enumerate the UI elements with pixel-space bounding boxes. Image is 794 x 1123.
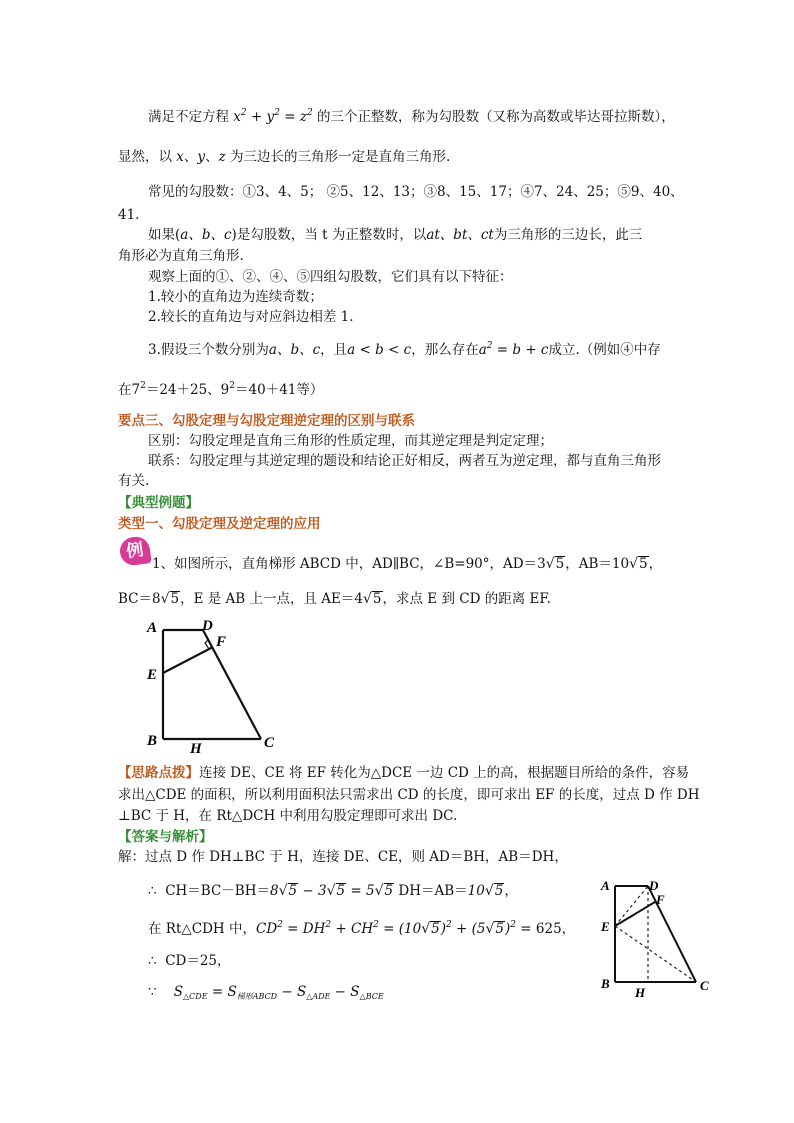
label-e: E xyxy=(601,919,610,934)
label-d: D xyxy=(202,618,213,634)
hint-line-3: ⊥BC 于 H，在 Rt△DCH 中利用勾股定理即可求出 DC. xyxy=(118,808,458,824)
hint-title: 【思路点拨】 xyxy=(118,765,199,781)
label-f: F xyxy=(656,892,665,907)
relation-text-cont: 有关. xyxy=(118,473,150,489)
figure-trapezoid xyxy=(140,612,290,754)
feature-1: 1.较小的直角边为连续奇数； xyxy=(148,289,323,305)
difference-text: 区别：勾股定理是直角三角形的性质定理，而其逆定理是判定定理； xyxy=(148,433,553,449)
relation-text: 联系：勾股定理与其逆定理的题设和结论正好相反，两者互为逆定理，都与直角三角形 xyxy=(148,453,661,469)
label-c: C xyxy=(264,735,275,751)
type-1-heading: 类型一、勾股定理及逆定理的应用 xyxy=(118,516,321,532)
label-d: D xyxy=(649,878,659,893)
scaling-rule-cont: 角形必为直角三角形. xyxy=(118,248,244,264)
solution-line-3: 在 Rt△CDH 中，$CD^2 = DH^2 + CH^2 = (10√5)^2 + (5√5)^2 = 625$， xyxy=(148,920,576,937)
label-a: A xyxy=(147,620,158,636)
scaling-rule: 如果(a、b、c)是勾股数，当 t 为正整数时，以at、bt、ct为三角形的三边长，此三 xyxy=(148,227,643,243)
observe-features: 观察上面的①、②、④、⑤四组勾股数，它们具有以下特征： xyxy=(148,269,513,285)
hint-line-1: 【思路点拨】连接 DE、CE 将 EF 转化为△DCE 一边 CD 上的高，根据题目所给的条件，容易 xyxy=(118,765,690,781)
answer-heading: 【答案与解析】 xyxy=(118,829,213,845)
feature-3-cont: 在$7^2=24+25$、$9^2=40+41$等） xyxy=(118,381,324,398)
segment-ef xyxy=(615,902,655,926)
label-h: H xyxy=(190,741,202,754)
figure-solution xyxy=(596,876,720,1000)
intro-definition: 满足不定方程 $x^2 + y^2 = z^2$ 的三个正整数，称为勾股数（又称为高数或毕达哥拉斯数）， xyxy=(148,108,675,125)
example-1-question-cont: BC＝8√5，E 是 AB 上一点，且 AE＝4√5，求点 E 到 CD 的距离 EF. xyxy=(118,591,551,607)
label-e: E xyxy=(147,667,158,683)
solution-line-4: ∴ CD＝25， xyxy=(148,953,231,969)
label-a: A xyxy=(601,878,610,893)
section-3-heading: 要点三、勾股定理与勾股定理逆定理的区别与联系 xyxy=(118,413,415,429)
feature-3: 3.假设三个数分别为a、b、c，且a < b < c，那么存在$a^2 = b + c$成立.（例如④中存 xyxy=(148,341,661,358)
example-1-question: 1、如图所示，直角梯形 ABCD 中，AD∥BC，∠B=90°，AD＝3√5，AB＝10√5， xyxy=(152,556,663,572)
segment-ef xyxy=(163,647,213,673)
solution-line-1: 解：过点 D 作 DH⊥BC 于 H，连接 DE、CE，则 AD＝BH，AB＝DH， xyxy=(118,849,568,865)
label-b: B xyxy=(601,976,610,991)
hint-line-2: 求出△CDE 的面积，所以利用面积法只需求出 CD 的长度，即可求出 EF 的长度，过点 D 作 DH xyxy=(118,787,700,803)
label-h: H xyxy=(635,985,646,1000)
side-dc xyxy=(203,630,261,739)
intro-conclusion: 显然，以 x、y、z 为三边长的三角形一定是直角三角形. xyxy=(118,149,451,165)
label-c: C xyxy=(700,978,709,993)
label-f: F xyxy=(216,634,227,650)
example-badge: 例 xyxy=(118,535,152,567)
equation-pythagorean: $x^2 + y^2 = z^2$ xyxy=(233,108,313,125)
solution-line-5: ∵ $S_{\triangle CDE} = S_{梯形ABCD} - S_{\triangle ADE} - S_{\triangle BCE}$ xyxy=(148,984,384,1001)
common-triples-cont: 41. xyxy=(118,207,140,223)
typical-examples-heading: 【典型例题】 xyxy=(118,495,199,511)
feature-2: 2.较长的直角边与对应斜边相差 1. xyxy=(148,309,354,325)
segment-ce xyxy=(615,926,696,982)
segment-de xyxy=(615,886,648,926)
solution-line-2: ∴ CH＝BC－BH＝8√5 − 3√5 = 5√5 DH＝AB＝10√5， xyxy=(148,883,518,899)
common-triples: 常见的勾股数：①3、4、5； ②5、12、13；③8、15、17；④7、24、25；⑤9、40、 xyxy=(148,184,684,200)
label-b: B xyxy=(147,733,158,749)
